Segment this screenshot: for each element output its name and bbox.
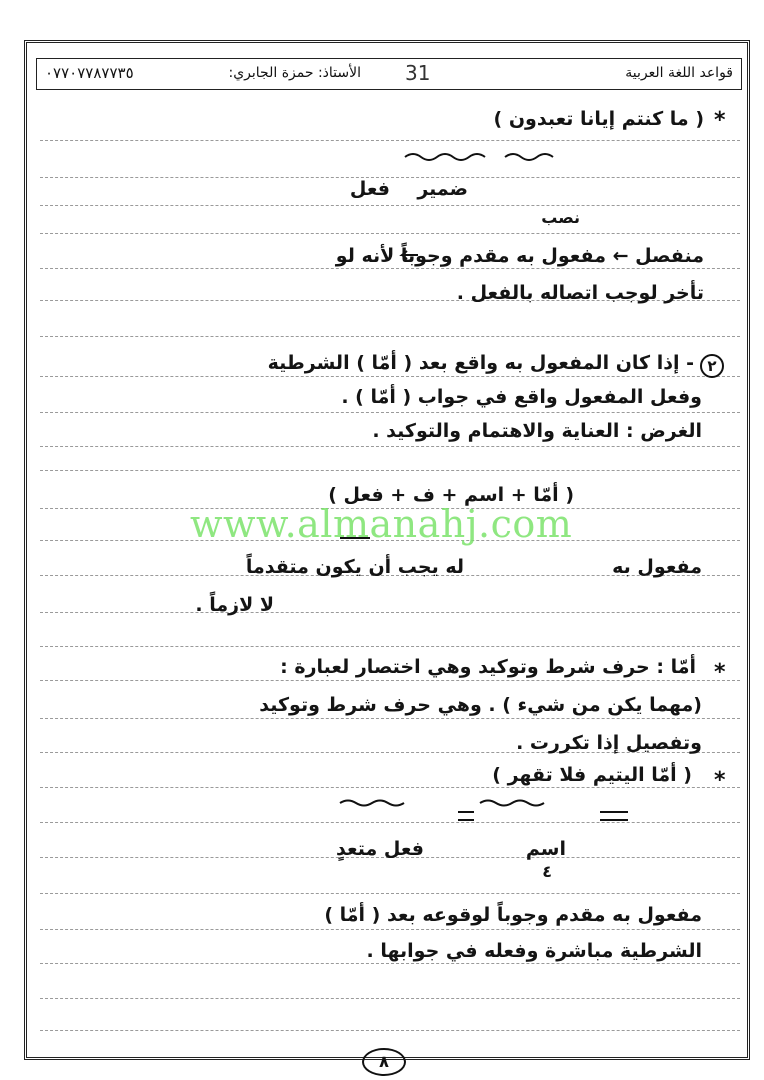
example-ayah-1: ( ما كنتم إيانا تعبدون ) [493,108,704,130]
label-verb: فعل [349,178,390,200]
final-line-1: مفعول به مقدم وجوباً لوقوعه بعد ( أمّا ) [324,904,702,926]
watermark: www.almanahj.com [190,502,573,546]
maful-rule: له يجب أن يكون متقدماً [245,556,464,578]
line-takhir: تأخر لوجب اتصاله بالفعل . [456,282,704,304]
small-mark: ٤ [542,862,552,881]
bullet-star: * [714,108,726,133]
label-nasb: نصب [541,208,580,227]
final-line-2: الشرطية مباشرة وفعله في جوابها . [366,940,702,962]
bullet-star: * [714,660,726,685]
label-ism: اسم [525,838,566,860]
bullet-star: * [714,768,726,793]
header-page-number: 31 [405,61,431,85]
footer-page-number: ٨ [362,1048,406,1076]
example-ayah-2: ( أمّا اليتيم فلا تقهر ) [492,764,692,786]
header-teacher: الأستاذ: حمزة الجابري: [228,65,361,81]
maful-label: مفعول به [612,556,702,578]
point-number-2: ٢ [700,354,724,378]
header-subject: قواعد اللغة العربية [625,65,733,81]
point2-line1: - إذا كان المفعول به واقع بعد ( أمّا ) الشرطية [267,352,694,374]
amma-definition-1: أمّا : حرف شرط وتوكيد وهي اختصار لعبارة : [280,656,696,678]
line-munfasil: منفصل ← مفعول به مقدم وجوباً لأنه لو [335,245,704,267]
point2-line2: وفعل المفعول واقع في جواب ( أمّا ) . [341,386,702,408]
formula: ( أمّا + اسم + ف + فعل ) [328,484,574,506]
amma-definition-3: وتفصيل إذا تكررت . [516,732,702,754]
point2-line3: الغرض : العناية والاهتمام والتوكيد . [372,420,702,442]
header-phone: ٠٧٧٠٧٧٨٧٧٣٥ [45,64,134,82]
label-pronoun: ضمير [417,178,468,200]
amma-definition-2: (مهما يكن من شيء ) . وهي حرف شرط وتوكيد [259,694,702,716]
la-lazim: لا لازماً . [195,594,274,616]
label-fil-mutaaddi: فعل متعدٍ [336,838,424,860]
